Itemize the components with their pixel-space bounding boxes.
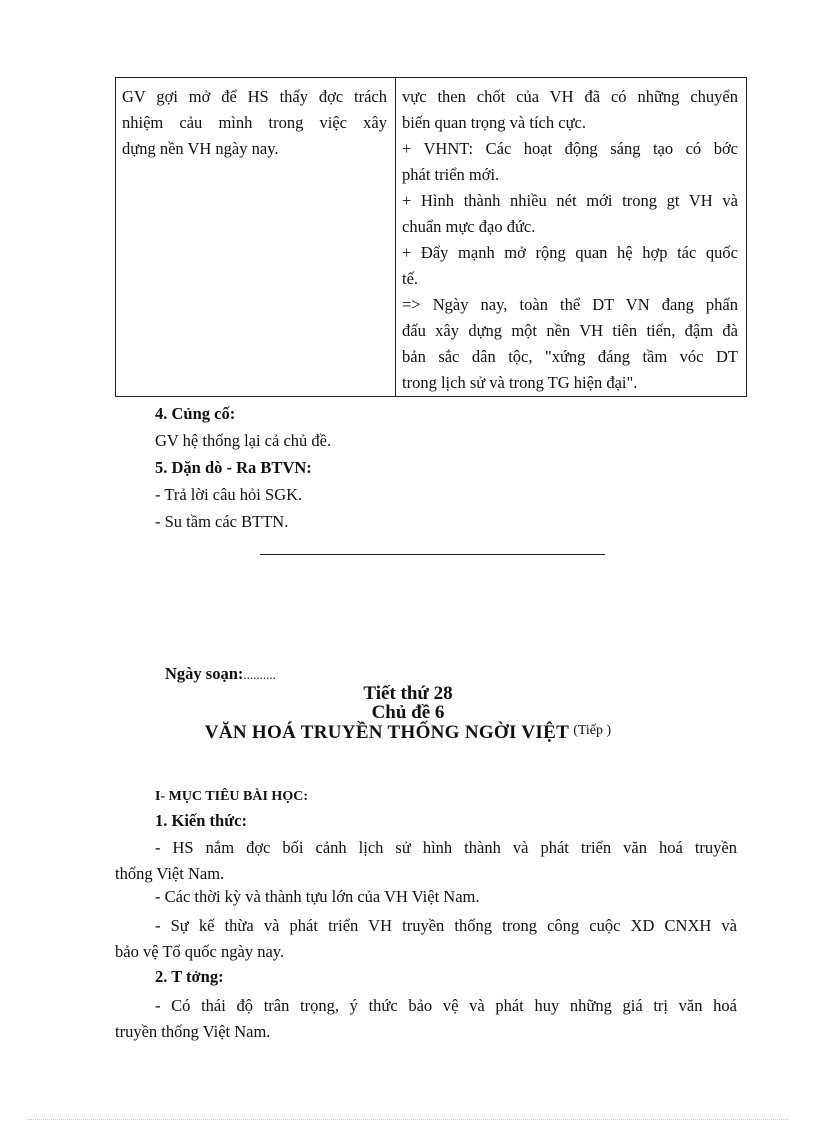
cell-line: + Đẩy mạnh mở rộng quan hệ hợp tác quốc xyxy=(402,243,738,262)
section4-text: GV hệ thống lại cả chủ đề. xyxy=(155,431,332,450)
teacher-activity-cell xyxy=(116,78,396,397)
cell-line: phát triển mới. xyxy=(402,165,500,184)
date-value: .......... xyxy=(243,667,276,682)
cell-line: + VHNT: Các hoạt động sáng tạo có bớc xyxy=(402,139,738,158)
knowledge-heading: 1. Kiến thức: xyxy=(155,811,247,830)
lesson-title-suffix: (Tiếp ) xyxy=(573,723,612,738)
cell-line: GV gợi mở để HS thấy đợc trách xyxy=(122,87,387,106)
cell-line: bản sắc dân tộc, "xứng đáng tầm vóc DT xyxy=(402,347,738,366)
knowledge-item xyxy=(115,913,737,965)
paragraph-line: truyền thống Việt Nam. xyxy=(115,1022,271,1041)
cell-line: tế. xyxy=(402,269,419,288)
cell-line: biến quan trọng và tích cực. xyxy=(402,113,586,132)
cell-line: dựng nền VH ngày nay. xyxy=(122,139,279,158)
thought-item xyxy=(115,993,737,1045)
period-title: Tiết thứ 28 xyxy=(363,683,453,704)
cell-line: vực then chốt của VH đã có những chuyển xyxy=(402,87,738,106)
paragraph-line: - Có thái độ trân trọng, ý thức bảo vệ và phát huy những giá trị văn hoá xyxy=(155,996,737,1015)
homework-item: - Su tầm các BTTN. xyxy=(155,512,289,531)
homework-item: - Trả lời câu hỏi SGK. xyxy=(155,485,303,504)
lesson-title xyxy=(0,722,816,744)
section5-heading: 5. Dặn dò - Ra BTVN: xyxy=(155,458,312,477)
objectives-heading: I- MỤC TIÊU BÀI HỌC: xyxy=(155,789,308,804)
content-table xyxy=(115,77,747,397)
paragraph-line: - HS nắm đợc bối cảnh lịch sử hình thành và phát triển văn hoá truyền xyxy=(155,838,737,857)
separator-line xyxy=(260,554,605,555)
page-bottom-border xyxy=(28,1119,788,1120)
cell-line: trong lịch sử và trong TG hiện đại". xyxy=(402,373,638,392)
thought-heading: 2. T tởng: xyxy=(155,967,224,986)
cell-line: => Ngày nay, toàn thể DT VN đang phấn xyxy=(402,295,738,314)
paragraph-line: - Sự kế thừa và phát triển VH truyền thống trong công cuộc XD CNXH và xyxy=(155,916,737,935)
date-label-text: Ngày soạn: xyxy=(165,664,244,683)
cell-line: đấu xây dựng một nền VH tiên tiến, đậm đà xyxy=(402,321,738,340)
topic-title: Chủ đề 6 xyxy=(371,702,445,723)
section4-heading: 4. Củng cố: xyxy=(155,404,236,423)
paragraph-line: thống Việt Nam. xyxy=(115,864,225,883)
paragraph-line: bảo vệ Tổ quốc ngày nay. xyxy=(115,942,285,961)
cell-line: + Hình thành nhiều nét mới trong gt VH và xyxy=(402,191,738,210)
cell-line: chuẩn mực đạo đức. xyxy=(402,217,536,236)
knowledge-item xyxy=(115,835,737,887)
lesson-title-text: VĂN HOÁ TRUYỀN THỐNG NGỜI VIỆT xyxy=(204,722,570,743)
content-cell xyxy=(396,78,747,397)
cell-line: nhiệm cảu mình trong việc xây xyxy=(122,113,387,132)
table-row xyxy=(116,78,747,397)
knowledge-item: - Các thời kỳ và thành tựu lớn của VH Việt Nam. xyxy=(155,887,480,906)
date-label xyxy=(165,664,276,684)
